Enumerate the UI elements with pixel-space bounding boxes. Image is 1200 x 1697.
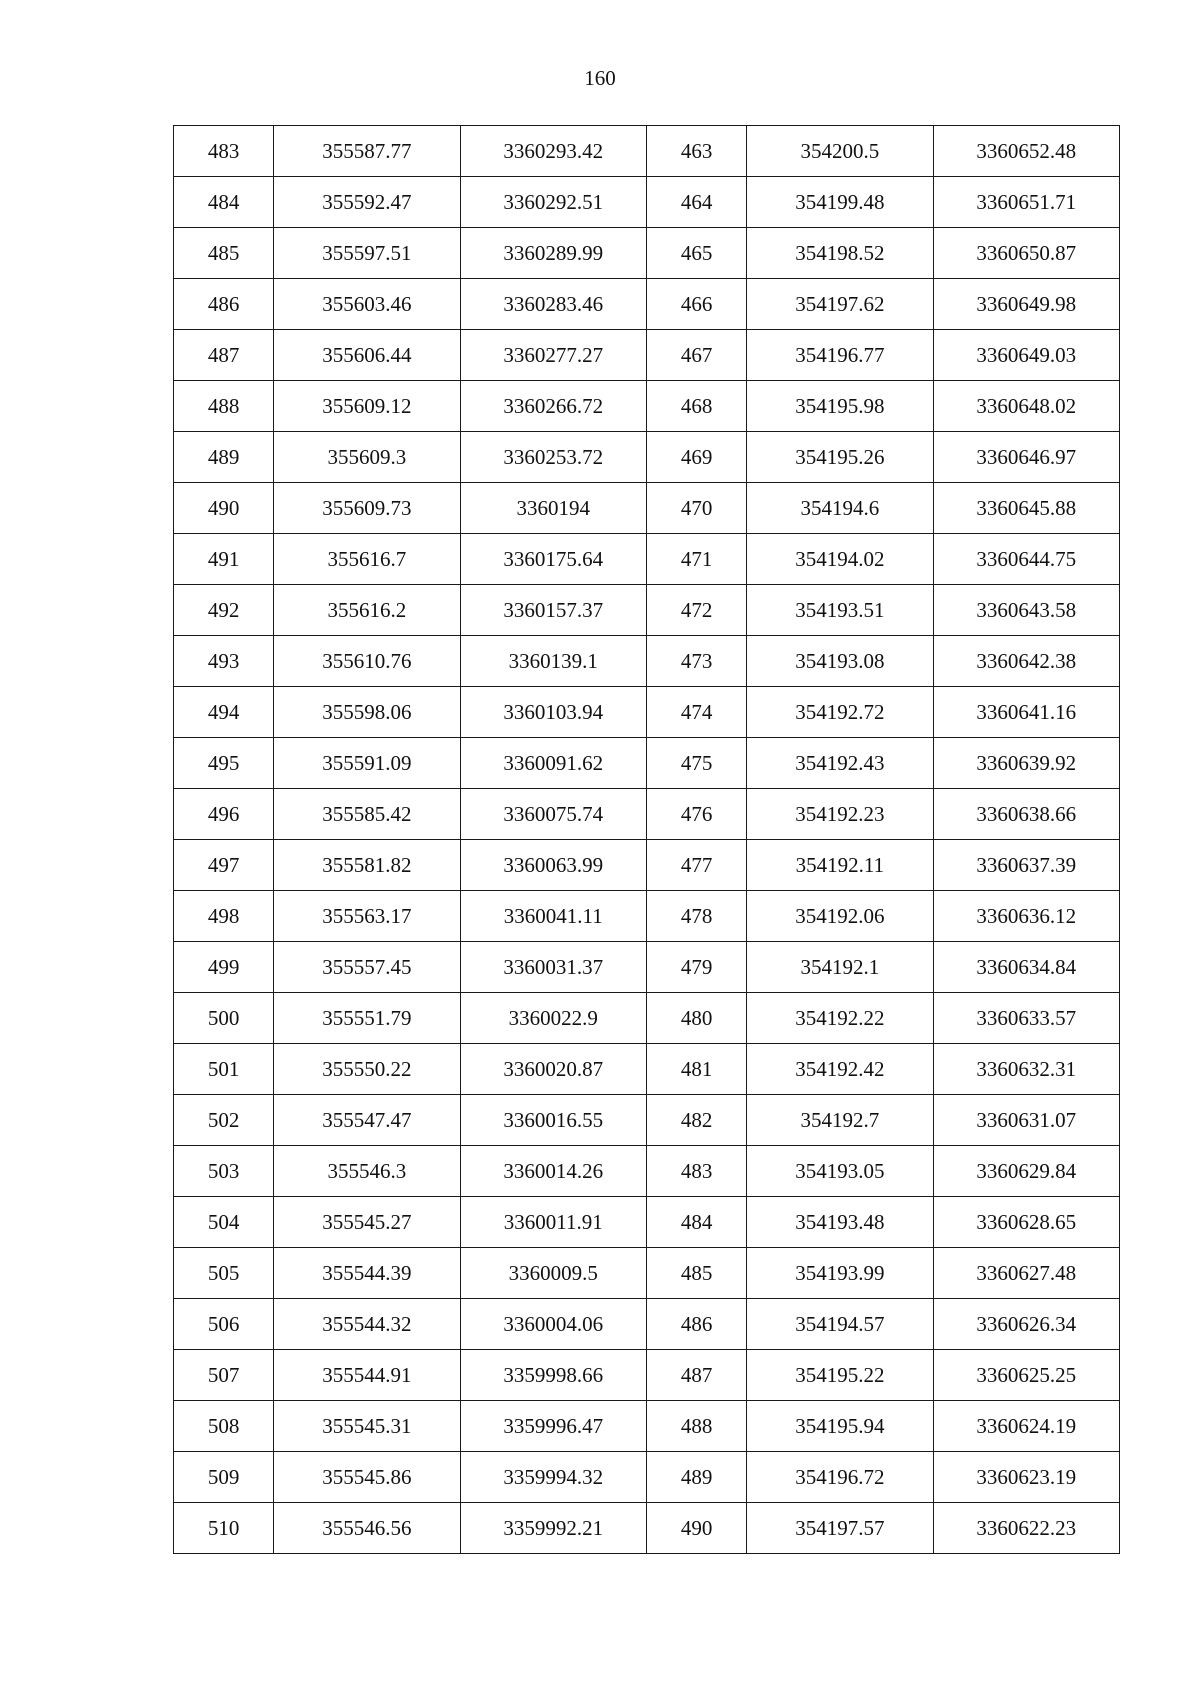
point-number-right-cell: 477	[646, 840, 746, 891]
table-row	[174, 1248, 1120, 1299]
x-coordinate-left-cell: 355609.3	[274, 432, 460, 483]
point-number-right-cell: 488	[646, 1401, 746, 1452]
table-row	[174, 891, 1120, 942]
y-coordinate-left-cell: 3360253.72	[460, 432, 646, 483]
x-coordinate-right-cell: 354200.5	[747, 126, 933, 177]
y-coordinate-right-cell: 3360639.92	[933, 738, 1119, 789]
point-number-right-cell: 463	[646, 126, 746, 177]
point-number-left-cell: 499	[174, 942, 274, 993]
x-coordinate-left-cell: 355544.32	[274, 1299, 460, 1350]
x-coordinate-right-cell: 354193.51	[747, 585, 933, 636]
point-number-right-cell: 471	[646, 534, 746, 585]
y-coordinate-right-cell: 3360636.12	[933, 891, 1119, 942]
page-number: 160	[584, 66, 616, 90]
x-coordinate-left-cell: 355581.82	[274, 840, 460, 891]
table-row	[174, 636, 1120, 687]
y-coordinate-right-cell: 3360631.07	[933, 1095, 1119, 1146]
x-coordinate-right-cell: 354192.42	[747, 1044, 933, 1095]
table-row	[174, 1197, 1120, 1248]
x-coordinate-right-cell: 354195.22	[747, 1350, 933, 1401]
y-coordinate-left-cell: 3359994.32	[460, 1452, 646, 1503]
table-row	[174, 789, 1120, 840]
x-coordinate-left-cell: 355616.7	[274, 534, 460, 585]
y-coordinate-left-cell: 3360157.37	[460, 585, 646, 636]
y-coordinate-left-cell: 3360014.26	[460, 1146, 646, 1197]
table-row	[174, 1350, 1120, 1401]
y-coordinate-right-cell: 3360646.97	[933, 432, 1119, 483]
x-coordinate-right-cell: 354197.57	[747, 1503, 933, 1554]
y-coordinate-left-cell: 3360091.62	[460, 738, 646, 789]
y-coordinate-left-cell: 3360194	[460, 483, 646, 534]
point-number-left-cell: 496	[174, 789, 274, 840]
y-coordinate-left-cell: 3360009.5	[460, 1248, 646, 1299]
x-coordinate-left-cell: 355547.47	[274, 1095, 460, 1146]
point-number-right-cell: 490	[646, 1503, 746, 1554]
y-coordinate-right-cell: 3360629.84	[933, 1146, 1119, 1197]
y-coordinate-right-cell: 3360650.87	[933, 228, 1119, 279]
coordinate-table	[173, 125, 1120, 1554]
x-coordinate-right-cell: 354192.72	[747, 687, 933, 738]
point-number-right-cell: 485	[646, 1248, 746, 1299]
table-row	[174, 1095, 1120, 1146]
y-coordinate-left-cell: 3360175.64	[460, 534, 646, 585]
point-number-left-cell: 484	[174, 177, 274, 228]
point-number-left-cell: 498	[174, 891, 274, 942]
point-number-left-cell: 503	[174, 1146, 274, 1197]
table-row	[174, 432, 1120, 483]
point-number-left-cell: 506	[174, 1299, 274, 1350]
y-coordinate-left-cell: 3360020.87	[460, 1044, 646, 1095]
y-coordinate-right-cell: 3360628.65	[933, 1197, 1119, 1248]
point-number-right-cell: 480	[646, 993, 746, 1044]
x-coordinate-left-cell: 355598.06	[274, 687, 460, 738]
x-coordinate-right-cell: 354196.72	[747, 1452, 933, 1503]
y-coordinate-left-cell: 3359996.47	[460, 1401, 646, 1452]
table-row	[174, 330, 1120, 381]
point-number-left-cell: 508	[174, 1401, 274, 1452]
x-coordinate-left-cell: 355546.56	[274, 1503, 460, 1554]
x-coordinate-left-cell: 355606.44	[274, 330, 460, 381]
y-coordinate-left-cell: 3360022.9	[460, 993, 646, 1044]
y-coordinate-left-cell: 3360031.37	[460, 942, 646, 993]
y-coordinate-right-cell: 3360643.58	[933, 585, 1119, 636]
x-coordinate-right-cell: 354192.11	[747, 840, 933, 891]
table-row	[174, 381, 1120, 432]
x-coordinate-left-cell: 355551.79	[274, 993, 460, 1044]
y-coordinate-right-cell: 3360632.31	[933, 1044, 1119, 1095]
y-coordinate-right-cell: 3360641.16	[933, 687, 1119, 738]
y-coordinate-right-cell: 3360626.34	[933, 1299, 1119, 1350]
y-coordinate-right-cell: 3360648.02	[933, 381, 1119, 432]
x-coordinate-right-cell: 354192.7	[747, 1095, 933, 1146]
y-coordinate-right-cell: 3360622.23	[933, 1503, 1119, 1554]
point-number-right-cell: 470	[646, 483, 746, 534]
x-coordinate-left-cell: 355545.86	[274, 1452, 460, 1503]
coordinate-table-body	[174, 126, 1120, 1554]
point-number-left-cell: 502	[174, 1095, 274, 1146]
table-row	[174, 840, 1120, 891]
x-coordinate-left-cell: 355544.39	[274, 1248, 460, 1299]
point-number-right-cell: 472	[646, 585, 746, 636]
table-row	[174, 1146, 1120, 1197]
y-coordinate-left-cell: 3360266.72	[460, 381, 646, 432]
point-number-left-cell: 507	[174, 1350, 274, 1401]
y-coordinate-right-cell: 3360638.66	[933, 789, 1119, 840]
point-number-left-cell: 491	[174, 534, 274, 585]
y-coordinate-right-cell: 3360627.48	[933, 1248, 1119, 1299]
y-coordinate-left-cell: 3360103.94	[460, 687, 646, 738]
x-coordinate-right-cell: 354193.99	[747, 1248, 933, 1299]
point-number-right-cell: 467	[646, 330, 746, 381]
point-number-right-cell: 484	[646, 1197, 746, 1248]
y-coordinate-right-cell: 3360637.39	[933, 840, 1119, 891]
table-row	[174, 1401, 1120, 1452]
x-coordinate-left-cell: 355616.2	[274, 585, 460, 636]
point-number-right-cell: 464	[646, 177, 746, 228]
x-coordinate-left-cell: 355546.3	[274, 1146, 460, 1197]
point-number-left-cell: 488	[174, 381, 274, 432]
x-coordinate-right-cell: 354197.62	[747, 279, 933, 330]
table-row	[174, 1452, 1120, 1503]
point-number-left-cell: 485	[174, 228, 274, 279]
x-coordinate-left-cell: 355585.42	[274, 789, 460, 840]
point-number-left-cell: 487	[174, 330, 274, 381]
point-number-right-cell: 466	[646, 279, 746, 330]
table-row	[174, 687, 1120, 738]
x-coordinate-right-cell: 354199.48	[747, 177, 933, 228]
point-number-left-cell: 492	[174, 585, 274, 636]
point-number-left-cell: 504	[174, 1197, 274, 1248]
x-coordinate-right-cell: 354193.48	[747, 1197, 933, 1248]
x-coordinate-right-cell: 354192.06	[747, 891, 933, 942]
point-number-left-cell: 490	[174, 483, 274, 534]
point-number-right-cell: 469	[646, 432, 746, 483]
x-coordinate-left-cell: 355557.45	[274, 942, 460, 993]
point-number-right-cell: 483	[646, 1146, 746, 1197]
x-coordinate-right-cell: 354192.1	[747, 942, 933, 993]
y-coordinate-left-cell: 3360292.51	[460, 177, 646, 228]
y-coordinate-right-cell: 3360651.71	[933, 177, 1119, 228]
point-number-right-cell: 482	[646, 1095, 746, 1146]
table-row	[174, 942, 1120, 993]
x-coordinate-right-cell: 354192.22	[747, 993, 933, 1044]
x-coordinate-right-cell: 354193.08	[747, 636, 933, 687]
y-coordinate-left-cell: 3360075.74	[460, 789, 646, 840]
x-coordinate-right-cell: 354195.98	[747, 381, 933, 432]
y-coordinate-left-cell: 3360277.27	[460, 330, 646, 381]
y-coordinate-left-cell: 3360139.1	[460, 636, 646, 687]
y-coordinate-left-cell: 3359992.21	[460, 1503, 646, 1554]
point-number-left-cell: 501	[174, 1044, 274, 1095]
x-coordinate-left-cell: 355544.91	[274, 1350, 460, 1401]
y-coordinate-left-cell: 3360063.99	[460, 840, 646, 891]
point-number-left-cell: 495	[174, 738, 274, 789]
x-coordinate-left-cell: 355609.73	[274, 483, 460, 534]
table-row	[174, 585, 1120, 636]
point-number-right-cell: 476	[646, 789, 746, 840]
x-coordinate-right-cell: 354195.26	[747, 432, 933, 483]
table-row	[174, 483, 1120, 534]
x-coordinate-left-cell: 355545.27	[274, 1197, 460, 1248]
point-number-right-cell: 468	[646, 381, 746, 432]
y-coordinate-right-cell: 3360644.75	[933, 534, 1119, 585]
table-row	[174, 1299, 1120, 1350]
y-coordinate-right-cell: 3360649.98	[933, 279, 1119, 330]
x-coordinate-left-cell: 355597.51	[274, 228, 460, 279]
y-coordinate-right-cell: 3360633.57	[933, 993, 1119, 1044]
y-coordinate-right-cell: 3360623.19	[933, 1452, 1119, 1503]
x-coordinate-right-cell: 354193.05	[747, 1146, 933, 1197]
y-coordinate-right-cell: 3360652.48	[933, 126, 1119, 177]
table-row	[174, 1044, 1120, 1095]
y-coordinate-right-cell: 3360645.88	[933, 483, 1119, 534]
x-coordinate-right-cell: 354192.23	[747, 789, 933, 840]
table-row	[174, 1503, 1120, 1554]
point-number-right-cell: 487	[646, 1350, 746, 1401]
point-number-left-cell: 497	[174, 840, 274, 891]
point-number-right-cell: 489	[646, 1452, 746, 1503]
y-coordinate-right-cell: 3360634.84	[933, 942, 1119, 993]
table-row	[174, 534, 1120, 585]
x-coordinate-left-cell: 355550.22	[274, 1044, 460, 1095]
x-coordinate-right-cell: 354194.02	[747, 534, 933, 585]
x-coordinate-left-cell: 355610.76	[274, 636, 460, 687]
x-coordinate-right-cell: 354192.43	[747, 738, 933, 789]
point-number-left-cell: 500	[174, 993, 274, 1044]
x-coordinate-right-cell: 354195.94	[747, 1401, 933, 1452]
point-number-right-cell: 479	[646, 942, 746, 993]
y-coordinate-left-cell: 3360016.55	[460, 1095, 646, 1146]
x-coordinate-left-cell: 355609.12	[274, 381, 460, 432]
y-coordinate-right-cell: 3360649.03	[933, 330, 1119, 381]
point-number-right-cell: 486	[646, 1299, 746, 1350]
x-coordinate-right-cell: 354196.77	[747, 330, 933, 381]
point-number-right-cell: 478	[646, 891, 746, 942]
x-coordinate-left-cell: 355587.77	[274, 126, 460, 177]
y-coordinate-left-cell: 3360289.99	[460, 228, 646, 279]
y-coordinate-right-cell: 3360642.38	[933, 636, 1119, 687]
point-number-left-cell: 509	[174, 1452, 274, 1503]
point-number-left-cell: 494	[174, 687, 274, 738]
point-number-left-cell: 483	[174, 126, 274, 177]
point-number-left-cell: 510	[174, 1503, 274, 1554]
y-coordinate-left-cell: 3360041.11	[460, 891, 646, 942]
y-coordinate-right-cell: 3360625.25	[933, 1350, 1119, 1401]
y-coordinate-left-cell: 3360011.91	[460, 1197, 646, 1248]
x-coordinate-right-cell: 354194.57	[747, 1299, 933, 1350]
point-number-left-cell: 486	[174, 279, 274, 330]
point-number-left-cell: 505	[174, 1248, 274, 1299]
x-coordinate-right-cell: 354194.6	[747, 483, 933, 534]
point-number-right-cell: 474	[646, 687, 746, 738]
y-coordinate-right-cell: 3360624.19	[933, 1401, 1119, 1452]
table-row	[174, 279, 1120, 330]
table-row	[174, 126, 1120, 177]
x-coordinate-left-cell: 355591.09	[274, 738, 460, 789]
table-row	[174, 177, 1120, 228]
point-number-left-cell: 493	[174, 636, 274, 687]
x-coordinate-left-cell: 355592.47	[274, 177, 460, 228]
point-number-right-cell: 465	[646, 228, 746, 279]
point-number-left-cell: 489	[174, 432, 274, 483]
table-row	[174, 228, 1120, 279]
x-coordinate-left-cell: 355545.31	[274, 1401, 460, 1452]
x-coordinate-left-cell: 355603.46	[274, 279, 460, 330]
point-number-right-cell: 481	[646, 1044, 746, 1095]
table-row	[174, 738, 1120, 789]
x-coordinate-right-cell: 354198.52	[747, 228, 933, 279]
y-coordinate-left-cell: 3359998.66	[460, 1350, 646, 1401]
point-number-right-cell: 475	[646, 738, 746, 789]
point-number-right-cell: 473	[646, 636, 746, 687]
y-coordinate-left-cell: 3360283.46	[460, 279, 646, 330]
table-row	[174, 993, 1120, 1044]
x-coordinate-left-cell: 355563.17	[274, 891, 460, 942]
y-coordinate-left-cell: 3360293.42	[460, 126, 646, 177]
y-coordinate-left-cell: 3360004.06	[460, 1299, 646, 1350]
